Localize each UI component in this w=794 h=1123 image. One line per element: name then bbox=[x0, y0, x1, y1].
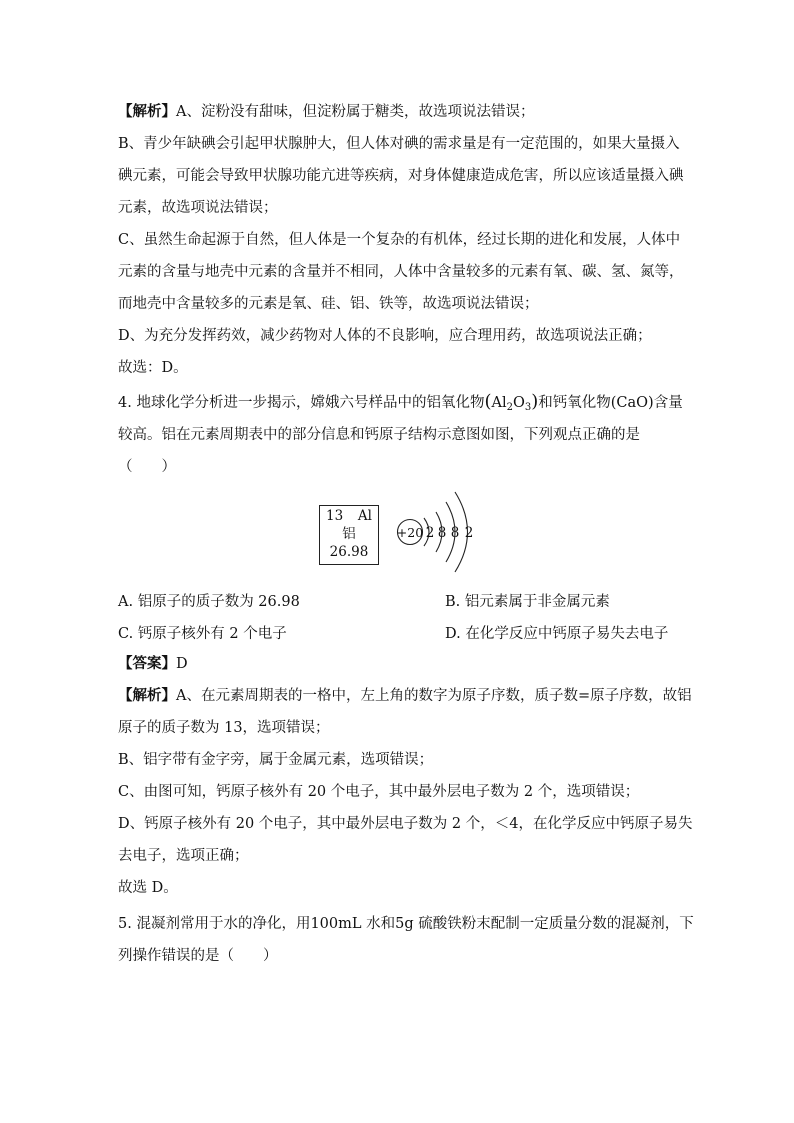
shell-electrons-2: 8 bbox=[437, 525, 447, 541]
f1-b: O bbox=[512, 395, 525, 411]
option-d: D. 在化学反应中钙原子易失去电子 bbox=[445, 626, 669, 642]
analysis-b-line1: B、青少年缺碘会引起甲状腺肿大，但人体对碘的需求量是有一定范围的，如果大量摄入 bbox=[118, 136, 680, 152]
q4-analysis-label: 【解析】 bbox=[118, 687, 176, 704]
analysis-d: D、为充分发挥药效，减少药物对人体的不良影响，应合理用药，故选项说法正确； bbox=[118, 328, 652, 344]
q4-mid: 和钙氧化物 bbox=[538, 395, 611, 411]
question-4-blank: （ ） bbox=[118, 459, 176, 475]
f1-s1: 2 bbox=[506, 402, 513, 413]
question-4-line2: 较高。铝在元素周期表中的部分信息和钙原子结构示意图如图，下列观点正确的是 bbox=[118, 427, 640, 443]
option-c: C. 钙原子核外有 2 个电子 bbox=[118, 626, 287, 642]
q4-post: 含量 bbox=[653, 395, 683, 411]
shell-electrons-3: 8 bbox=[450, 525, 460, 541]
answer-label: 【答案】 bbox=[118, 655, 176, 672]
formula-al2o3 bbox=[484, 391, 539, 413]
q4-analysis-c: C、由图可知，钙原子核外有 20 个电子，其中最外层电子数为 2 个，选项错误； bbox=[118, 784, 640, 800]
atomic-number: 13 bbox=[326, 508, 344, 524]
shell-electrons-1: 2 bbox=[425, 525, 435, 541]
atomic-mass: 26.98 bbox=[329, 544, 369, 560]
f1-s2: 3 bbox=[524, 402, 532, 413]
nucleus-charge: +20 bbox=[396, 525, 424, 540]
element-symbol: Al bbox=[357, 508, 372, 524]
element-name: 铝 bbox=[342, 526, 356, 542]
analysis-a bbox=[118, 102, 534, 122]
q4-analysis-b: B、铝字带有金字旁，属于金属元素，选项错误； bbox=[118, 752, 434, 768]
calcium-atom-diagram bbox=[388, 488, 484, 580]
q4-analysis-d-line1: D、钙原子核外有 20 个电子，其中最外层电子数为 2 个，＜4，在化学反应中钙原子易失 bbox=[118, 816, 693, 832]
question-5-line2: 列操作错误的是（ ） bbox=[118, 948, 278, 964]
q4-choice: 故选 D。 bbox=[118, 880, 178, 896]
analysis-b-line3: 元素，故选项说法错误； bbox=[118, 200, 278, 216]
analysis-c-line2: 元素的含量与地壳中元素的含量并不相同，人体中含量较多的元素有氧、碳、氢、氮等， bbox=[118, 264, 684, 280]
q4-analysis-d-line2: 去电子，选项正确； bbox=[118, 848, 249, 864]
question-4-line1 bbox=[118, 392, 683, 418]
formula-cao: (CaO) bbox=[610, 395, 654, 411]
analysis-b-line2: 碘元素，可能会导致甲状腺功能亢进等疾病，对身体健康造成危害，所以应该适量摄入碘 bbox=[118, 168, 684, 184]
periodic-element-box bbox=[319, 505, 379, 565]
f1-a: Al bbox=[491, 395, 507, 411]
analysis-label: 【解析】 bbox=[118, 103, 176, 120]
f1-close: ) bbox=[531, 391, 539, 412]
q4-analysis-a1: A、在元素周期表的一格中，左上角的数字为原子序数，质子数=原子序数，故铝 bbox=[176, 688, 692, 704]
q4-analysis-a-line2: 原子的质子数为 13，选项错误； bbox=[118, 720, 330, 736]
shell-electrons-4: 2 bbox=[464, 525, 474, 541]
analysis-choice: 故选：D。 bbox=[118, 360, 188, 376]
answer-value: D bbox=[176, 656, 188, 672]
option-a: A. 铝原子的质子数为 26.98 bbox=[118, 594, 300, 610]
question-5-line1: 5. 混凝剂常用于水的净化，用100mL 水和5g 硫酸铁粉末配制一定质量分数的混凝剂，下 bbox=[118, 916, 694, 932]
f1-open: ( bbox=[484, 391, 492, 412]
q4-analysis-a-line1 bbox=[118, 686, 692, 706]
analysis-c-line3: 而地壳中含量较多的元素是氧、硅、铝、铁等，故选项说法错误； bbox=[118, 296, 539, 312]
analysis-a-text: A、淀粉没有甜味，但淀粉属于糖类，故选项说法错误； bbox=[176, 104, 535, 120]
q4-pre: 4. 地球化学分析进一步揭示，嫦娥六号样品中的铝氧化物 bbox=[118, 395, 485, 411]
answer-line bbox=[118, 654, 188, 674]
analysis-c-line1: C、虽然生命起源于自然，但人体是一个复杂的有机体，经过长期的进化和发展，人体中 bbox=[118, 232, 681, 248]
option-b: B. 铝元素属于非金属元素 bbox=[445, 594, 610, 610]
